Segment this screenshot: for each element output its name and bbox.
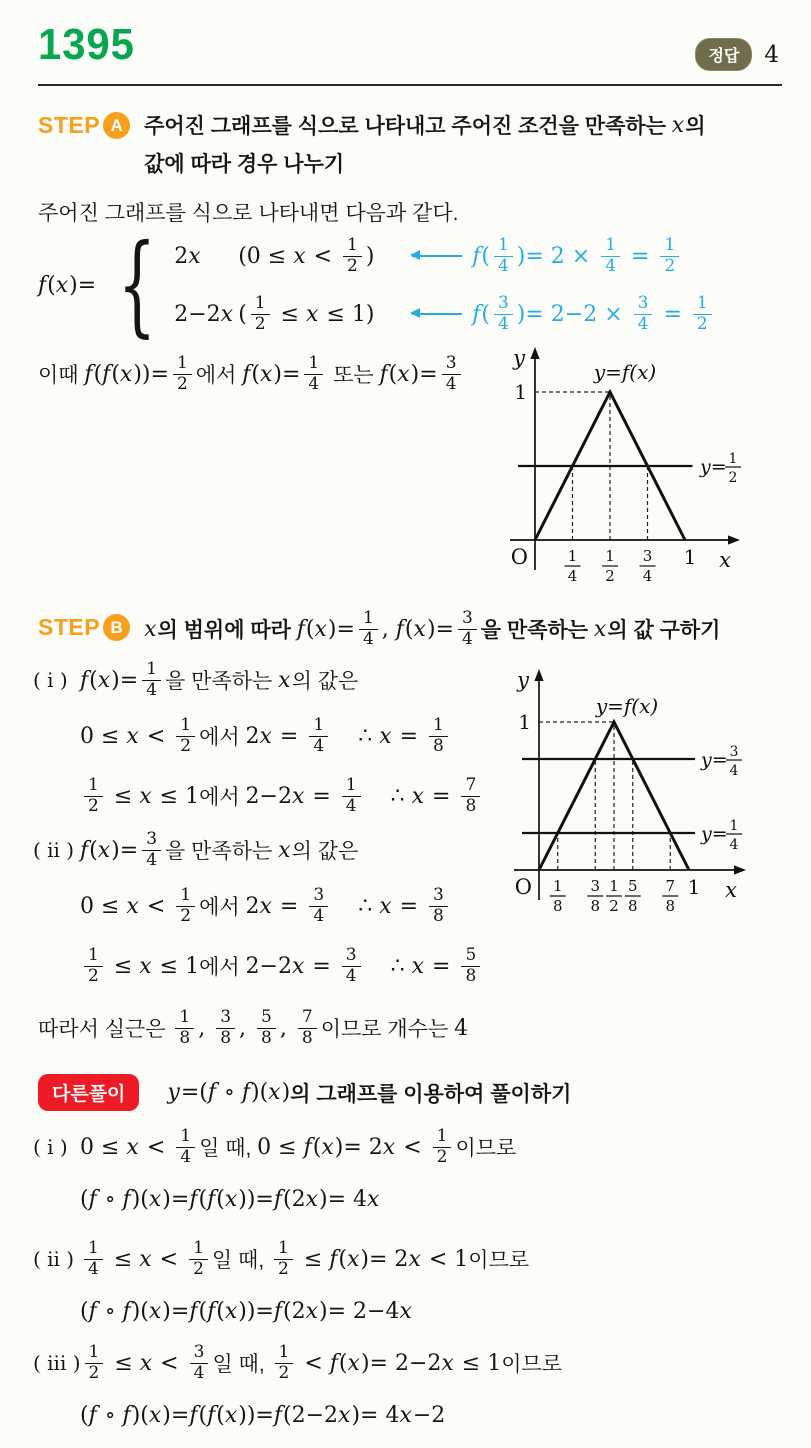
- svg-text:y=: y=: [700, 456, 727, 478]
- svg-text:8: 8: [552, 897, 563, 915]
- alt-case-i-line1: 0 ≤ x < $\frac{1}{4}$ 일 때, 0 ≤ f ( x )= 2 x < $\frac{1}{2}$ 이므로: [80, 1125, 517, 1167]
- problem-number: 1395: [38, 20, 135, 69]
- alt-case-i-line2: ( f ∘ f )( x )= f ( f ( x ))= f (2 x )= 4 x: [80, 1186, 380, 1212]
- case-b-i-title: f ( x )= $\frac{1}{4}$ 을 만족하는 x 의 값은: [80, 658, 359, 700]
- svg-text:4: 4: [729, 763, 739, 779]
- left-arrow-icon: [412, 313, 462, 315]
- step-a-circle-icon: A: [103, 112, 130, 139]
- graph-f-with-half-line: [497, 343, 809, 595]
- case-b-i: [33, 654, 498, 826]
- svg-text:4: 4: [642, 567, 653, 585]
- svg-text:O: O: [510, 545, 528, 569]
- step-b-circle-icon: B: [103, 614, 130, 641]
- svg-text:2: 2: [605, 567, 615, 585]
- step-b-heading: [38, 604, 798, 654]
- svg-text:y: y: [517, 668, 529, 692]
- alt-case-i: [33, 1118, 773, 1218]
- alt-case-ii: [33, 1230, 773, 1330]
- row1-annotation: f ( $\frac{1}{4}$ )= 2 × $\frac{1}{4}$ = $\frac{1}{2}$: [472, 237, 683, 276]
- answer-value: 4: [764, 41, 779, 68]
- step-b-tag: [38, 614, 130, 641]
- row2-expression: 2−2 x: [174, 301, 234, 327]
- svg-text:1: 1: [609, 877, 619, 895]
- svg-text:1: 1: [514, 380, 527, 404]
- row1-expression: 2 x: [174, 243, 201, 269]
- svg-text:x: x: [719, 548, 731, 572]
- case-marker: ( iii ): [33, 1351, 81, 1375]
- svg-text:y=f(x): y=f(x): [595, 694, 659, 718]
- case-marker: ( i ): [33, 668, 68, 692]
- step-a-tag: [38, 112, 130, 139]
- svg-text:4: 4: [729, 837, 739, 853]
- svg-text:y: y: [513, 346, 525, 370]
- svg-text:8: 8: [665, 897, 676, 915]
- case-b-i-line2: $\frac{1}{2}$ ≤ x ≤ 1 에서 2−2 x = $\frac{1}{4}$ ∴ x = $\frac{7}{8}$: [80, 766, 498, 826]
- step-label: STEP: [38, 112, 101, 138]
- svg-text:2: 2: [728, 470, 738, 486]
- intro-text: 주어진 그래프를 식으로 나타내면 다음과 같다.: [38, 202, 459, 225]
- step-a-title-line2: 값에 따라 경우 나누기: [144, 153, 345, 176]
- svg-text:1: 1: [518, 710, 531, 734]
- alt-case-iii: [33, 1334, 773, 1434]
- row1-condition: (0 ≤ x < $\frac{1}{2}$ ): [238, 234, 375, 276]
- case-b-ii-line1: 0 ≤ x < $\frac{1}{2}$ 에서 2 x = $\frac{3}{4}$ ∴ x = $\frac{3}{8}$: [80, 876, 498, 936]
- svg-text:x: x: [725, 878, 737, 902]
- svg-text:1: 1: [683, 545, 697, 569]
- conclusion-statement: 따라서 실근은 $\frac{1}{8}$ , $\frac{3}{8}$ , $\frac{5}{8}$ , $\frac{7}{8}$ 이므로 개수는 4: [38, 1006, 469, 1048]
- svg-text:y=f(x): y=f(x): [593, 360, 657, 384]
- row2-condition: ( $\frac{1}{2}$ ≤ x ≤ 1): [238, 292, 375, 334]
- svg-text:y=: y=: [701, 749, 728, 771]
- svg-text:8: 8: [590, 897, 601, 915]
- answer-badge: 정답: [695, 38, 752, 71]
- piecewise-brace: {: [117, 220, 157, 349]
- piecewise-row-2: [174, 288, 716, 340]
- svg-text:1: 1: [687, 875, 701, 899]
- svg-text:8: 8: [627, 897, 638, 915]
- alt-case-i-row: [33, 1118, 773, 1176]
- svg-text:1: 1: [567, 547, 578, 565]
- case-b-i-line1: 0 ≤ x < $\frac{1}{2}$ 에서 2 x = $\frac{1}{4}$ ∴ x = $\frac{1}{8}$: [80, 706, 498, 766]
- alt-case-ii-row: [33, 1230, 773, 1288]
- alt-case-iii-line1: $\frac{1}{2}$ ≤ x < $\frac{3}{4}$ 일 때, $\frac{1}{2}$ < f ( x )= 2−2 x ≤ 1 이므로: [81, 1344, 563, 1383]
- alt-case-ii-line1: $\frac{1}{4}$ ≤ x < $\frac{1}{2}$ 일 때, $\frac{1}{2}$ ≤ f ( x )= 2 x < 1 이므로: [80, 1240, 529, 1279]
- alt-case-iii-line2: ( f ∘ f )( x )= f ( f ( x ))= f (2−2 x )= 4 x −2: [80, 1402, 446, 1428]
- svg-text:5: 5: [627, 877, 638, 895]
- piecewise-definition: [38, 220, 716, 349]
- svg-text:3: 3: [590, 877, 601, 895]
- svg-text:1: 1: [605, 547, 615, 565]
- svg-text:O: O: [514, 875, 532, 899]
- svg-text:1: 1: [728, 451, 738, 467]
- piecewise-rows: [174, 230, 716, 340]
- case-b-ii-title: f ( x )= $\frac{3}{4}$ 을 만족하는 x 의 값은: [80, 828, 359, 870]
- row2-annotation: f ( $\frac{3}{4}$ )= 2−2 × $\frac{3}{4}$ = $\frac{1}{2}$: [472, 295, 716, 334]
- case-b-ii-line2: $\frac{1}{2}$ ≤ x ≤ 1 에서 2−2 x = $\frac{3}{4}$ ∴ x = $\frac{5}{8}$: [80, 936, 498, 996]
- case-marker: ( ii ): [33, 838, 75, 862]
- alt-case-ii-line2: ( f ∘ f )( x )= f ( f ( x ))= f (2 x )= 2−4 x: [80, 1298, 412, 1324]
- left-arrow-icon: [412, 255, 462, 257]
- step-a-title-line1: 주어진 그래프를 식으로 나타내고 주어진 조건을 만족하는 x 의: [144, 112, 706, 138]
- case-b-ii: [33, 824, 498, 996]
- step-a-title: [144, 110, 705, 178]
- piecewise-row-1: [174, 230, 716, 282]
- alt-solution-badge: 다른풀이: [38, 1074, 139, 1111]
- svg-text:1: 1: [729, 818, 739, 834]
- alt-case-iii-row: [33, 1334, 773, 1392]
- alt-solution-heading: [38, 1074, 778, 1111]
- alt-solution-title: y =( f ∘ f )( x ) 의 그래프를 이용하여 풀이하기: [167, 1080, 572, 1106]
- svg-text:1: 1: [552, 877, 563, 895]
- svg-text:2: 2: [609, 897, 619, 915]
- svg-text:7: 7: [665, 877, 676, 895]
- step-label: STEP: [38, 614, 101, 640]
- header-divider: [38, 84, 782, 86]
- step-b-title: [144, 604, 720, 654]
- svg-text:4: 4: [567, 567, 578, 585]
- svg-text:3: 3: [642, 547, 653, 565]
- case-b-i-title-row: [33, 654, 498, 706]
- step-b-title-line: x 의 범위에 따라 f ( x )= $\frac{1}{4}$ , f ( x )= $\frac{3}{4}$ 을 만족하는 x 의 값 구하기: [144, 607, 721, 649]
- graph-f-with-quarter-lines: [492, 663, 811, 918]
- answer-area: [695, 38, 779, 71]
- step-a-heading: [38, 110, 778, 178]
- case-marker: ( i ): [33, 1135, 68, 1159]
- case-b-ii-title-row: [33, 824, 498, 876]
- case-marker: ( ii ): [33, 1247, 75, 1271]
- function-head: f ( x )=: [38, 272, 97, 298]
- svg-text:3: 3: [729, 744, 739, 760]
- svg-text:y=: y=: [701, 823, 728, 845]
- then-statement: 이때 f ( f ( x ))= $\frac{1}{2}$ 에서 f ( x )= $\frac{1}{4}$ 또는 f ( x )= $\frac{3}{4}$: [38, 346, 465, 402]
